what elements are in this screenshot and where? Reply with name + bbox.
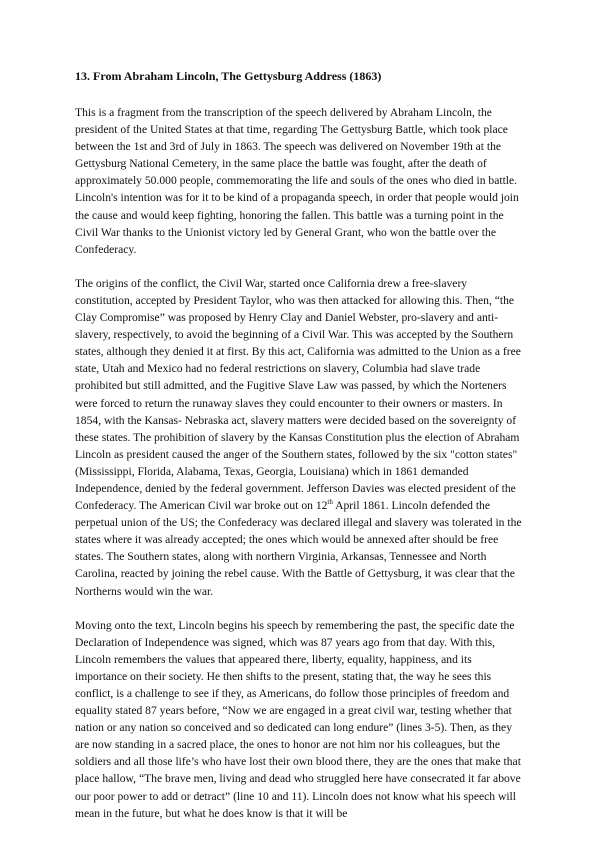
- paragraph-origins-text-1: The origins of the conflict, the Civil War, started once California drew a free-slavery constitution, accepted by President Taylor, who was then attacked for allowing this. Then, “the Clay Compromise” was proposed by Henry Clay and Daniel Webster, pro-slavery and anti-slavery, respectively, to avoid the beginning of a Civil War. This was accepted by the Southern states, although they denied it at first. By this act, California was admitted to the Union as a free state, Utah and Mexico had no federal restrictions on slavery, Columbia had slave trade prohibited but still admitted, and the Fugitive Slave Law was passed, by which the Norteners were forced to return the runaway slaves they could encounter to their owners or masters. In 1854, with the Kansas- Nebraska act, slavery matters were decided based on the sovereignty of these states. The prohibition of slavery by the Kansas Constitution plus the election of Abraham Lincoln as president caused the anger of the Southern states, followed by the six "cotton states" (Mississippi, Florida, Alabama, Texas, Georgia, Louisiana) which in 1861 demanded Independence, denied by the federal government. Jefferson Davies was elected president of the Confederacy. The American Civil war broke out on 12: [75, 276, 521, 513]
- paragraph-analysis: Moving onto the text, Lincoln begins his speech by remembering the past, the specific date the Declaration of Independence was signed, which was 87 years ago from that day. With this, Lincoln remembers the values that appeared there, liberty, equality, happiness, and its importance on their society. He then shifts to the present, stating that, the way he sees this conflict, is a challenge to see if they, as Americans, do follow those principles of freedom and equality stated 87 years before, “Now we are engaged in a great civil war, testing whether that nation or any nation so conceived and so dedicated can long endure” (lines 3-5). Then, as they are now standing in a sacred place, the ones to honor are not him nor his colleagues, but the soldiers and all those life’s who have lost their own blood there, they are the ones that make that place hallow, “The brave men, living and dead who struggled here have consecrated it far above our poor power to add or detract” (line 10 and 11). Lincoln does not know what his speech will mean in the future, but what he does know is that it will be: [75, 618, 521, 820]
- document-heading: 13. From Abraham Lincoln, The Gettysburg Address (1863): [75, 69, 382, 83]
- ordinal-suffix: th: [327, 498, 333, 507]
- paragraph-introduction: This is a fragment from the transcription of the speech delivered by Abraham Lincoln, the president of the United States at that time, regarding The Gettysburg Battle, which took place between the 1st and 3rd of July in 1863. The speech was delivered on November 19th at the Gettysburg National Cemetery, in the same place the battle was fought, after the death of approximately 50.000 people, commemorating the life and souls of the ones who died in battle. Lincoln's intention was for it to be kind of a propaganda speech, in order that people would join the cause and would keep fighting, honoring the fallen. This battle was a turning point in the Civil War thanks to the Unionist victory led by General Grant, who won the battle over the Confederacy.: [75, 106, 519, 256]
- document-page: [75, 68, 525, 822]
- paragraph-origins: [75, 275, 525, 600]
- paragraph-origins-text-2: April 1861. Lincoln defended the perpetual union of the US; the Confederacy was declared illegal and slavery was tolerated in the states where it was already accepted; the ones which would be annexed after should be free states. The Southern states, along with northern Virginia, Arkansas, Tennessee and North Carolina, reacted by joining the rebel cause. With the Battle of Gettysburg, it was clear that the Northerns would win the war.: [75, 499, 522, 598]
